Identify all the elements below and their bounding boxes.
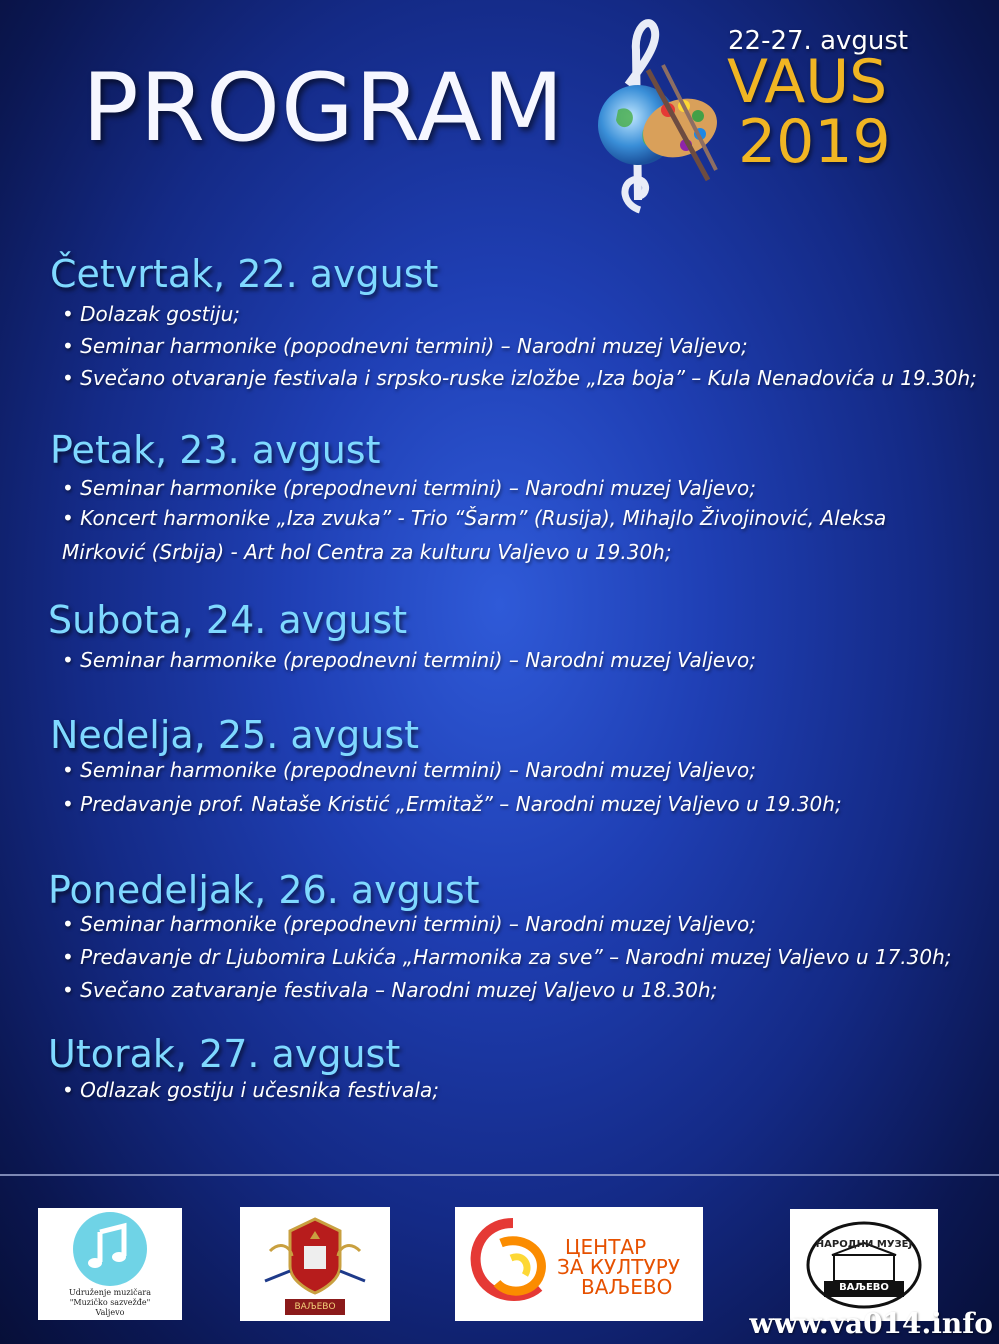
sponsor-text: Valjevo xyxy=(95,1308,125,1317)
header xyxy=(0,0,999,230)
coat-of-arms-icon xyxy=(260,1211,370,1301)
date-range: 22-27. avgust xyxy=(728,26,909,56)
sponsor-text: ЗА КУЛТУРУ xyxy=(557,1255,680,1279)
list-item: • Seminar harmonike (prepodnevni termini) – Narodni muzej Valjevo; xyxy=(62,758,756,782)
list-item: • Seminar harmonike (popodnevni termini) – Narodni muzej Valjevo; xyxy=(62,334,748,358)
sponsor-text: ЦЕНТАР xyxy=(565,1235,647,1259)
sponsor-text: НАРОДНИ МУЗЕЈ xyxy=(815,1239,913,1250)
day-title: Petak, 23. avgust xyxy=(50,428,381,472)
list-item: • Svečano otvaranje festivala i srpsko-ruske izložbe „Iza boja” – Kula Nenadovića u 19.30h; xyxy=(62,366,977,390)
list-item: • Seminar harmonike (prepodnevni termini) – Narodni muzej Valjevo; xyxy=(62,912,756,936)
list-item: • Seminar harmonike (prepodnevni termini) – Narodni muzej Valjevo; xyxy=(62,648,756,672)
sponsor-label: ВАЉЕВО xyxy=(285,1299,345,1315)
list-item: • Dolazak gostiju; xyxy=(62,302,241,326)
list-item: • Odlazak gostiju i učesnika festivala; xyxy=(62,1078,439,1102)
sponsor-text: ВАЉЕВО xyxy=(581,1275,673,1299)
day-title: Četvrtak, 22. avgust xyxy=(50,252,439,296)
sponsor-logo-valjevo-crest xyxy=(240,1207,390,1321)
museum-seal-icon xyxy=(804,1219,924,1311)
watermark: www.va014.info xyxy=(749,1307,993,1340)
divider xyxy=(0,1174,999,1176)
list-item: • Predavanje prof. Nataše Kristić „Ermitaž” – Narodni muzej Valjevo u 19.30h; xyxy=(62,792,842,816)
swirl-icon xyxy=(461,1213,565,1317)
treble-clef-palette-logo xyxy=(588,10,728,215)
list-item: • Koncert harmonike „Iza zvuka” - Trio “Šarm” (Rusija), Mihajlo Živojinović, Aleksa Mirković (Srbija) - Art hol Centra za kulturu Valjevo u 19.30h; xyxy=(62,506,887,564)
day-title: Ponedeljak, 26. avgust xyxy=(48,868,480,912)
festival-name: VAUS xyxy=(727,47,888,117)
sponsor-logo-national-museum xyxy=(790,1209,938,1321)
sponsor-logo-music-association xyxy=(38,1208,182,1320)
list-item: • Predavanje dr Ljubomira Lukića „Harmonika za sve” – Narodni muzej Valjevo u 17.30h; xyxy=(62,945,952,969)
festival-year: 2019 xyxy=(738,107,891,177)
music-note-icon xyxy=(70,1210,150,1288)
sponsor-logo-culture-center xyxy=(455,1207,703,1321)
day-title: Subota, 24. avgust xyxy=(48,598,408,642)
list-item: • Seminar harmonike (prepodnevni termini) – Narodni muzej Valjevo; xyxy=(62,476,756,500)
sponsor-text: Udruženje muzičara xyxy=(68,1288,152,1297)
program-title: PROGRAM xyxy=(82,54,565,163)
list-item: • Svečano zatvaranje festivala – Narodni muzej Valjevo u 18.30h; xyxy=(62,978,718,1002)
day-title: Utorak, 27. avgust xyxy=(48,1032,401,1076)
day-title: Nedelja, 25. avgust xyxy=(50,713,420,757)
sponsor-text: "Muzičko sazvežđe" xyxy=(69,1298,151,1307)
sponsor-text: ВАЉЕВО xyxy=(839,1282,889,1293)
